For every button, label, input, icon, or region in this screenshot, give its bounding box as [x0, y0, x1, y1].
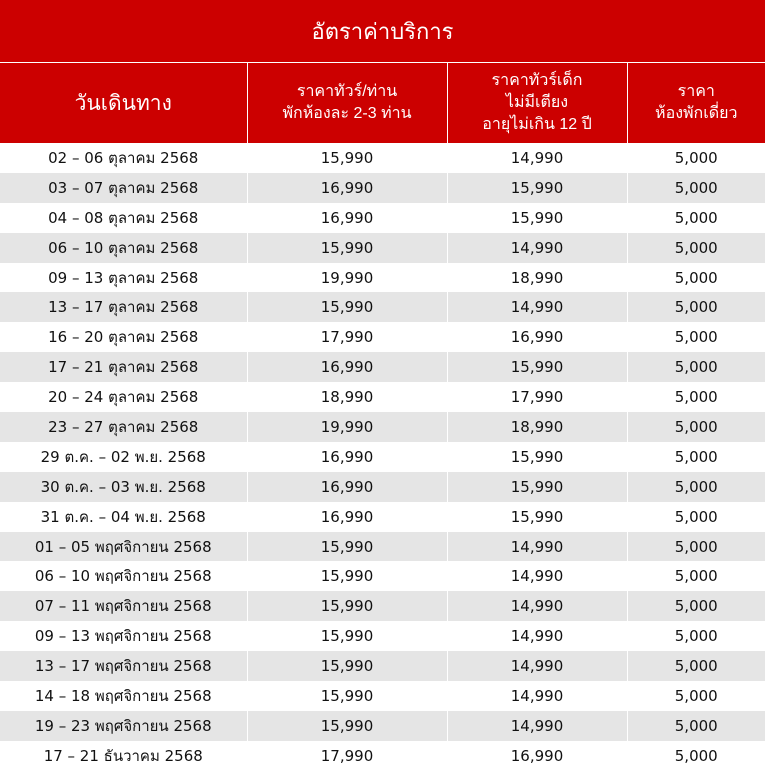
cell-adult-price: 16,990 — [247, 203, 447, 233]
cell-adult-price: 15,990 — [247, 292, 447, 322]
cell-adult-price: 15,990 — [247, 143, 447, 173]
table-row — [0, 263, 765, 293]
cell-adult-price: 15,990 — [247, 561, 447, 591]
cell-single-room-price: 5,000 — [627, 173, 765, 203]
table-row — [0, 203, 765, 233]
cell-travel-date: 07 – 11 พฤศจิกายน 2568 — [0, 591, 247, 621]
cell-travel-date: 02 – 06 ตุลาคม 2568 — [0, 143, 247, 173]
table-row — [0, 681, 765, 711]
cell-single-room-price: 5,000 — [627, 352, 765, 382]
cell-single-room-price: 5,000 — [627, 472, 765, 502]
cell-single-room-price: 5,000 — [627, 412, 765, 442]
cell-adult-price: 16,990 — [247, 442, 447, 472]
price-table — [0, 63, 765, 771]
cell-child-price: 15,990 — [447, 472, 627, 502]
cell-single-room-price: 5,000 — [627, 651, 765, 681]
cell-child-price: 14,990 — [447, 532, 627, 562]
cell-travel-date: 06 – 10 พฤศจิกายน 2568 — [0, 561, 247, 591]
cell-child-price: 17,990 — [447, 382, 627, 412]
header-line: ราคา — [677, 83, 715, 100]
cell-child-price: 14,990 — [447, 621, 627, 651]
cell-single-room-price: 5,000 — [627, 532, 765, 562]
cell-adult-price: 15,990 — [247, 711, 447, 741]
cell-single-room-price: 5,000 — [627, 681, 765, 711]
cell-adult-price: 17,990 — [247, 322, 447, 352]
cell-child-price: 15,990 — [447, 442, 627, 472]
table-row — [0, 382, 765, 412]
cell-travel-date: 09 – 13 พฤศจิกายน 2568 — [0, 621, 247, 651]
cell-single-room-price: 5,000 — [627, 263, 765, 293]
header-child-price — [447, 63, 627, 143]
table-row — [0, 233, 765, 263]
cell-travel-date: 17 – 21 ธันวาคม 2568 — [0, 741, 247, 771]
table-row — [0, 173, 765, 203]
header-row — [0, 63, 765, 143]
header-line: ราคาทัวร์/ท่าน — [296, 83, 398, 100]
header-line: พักห้องละ 2-3 ท่าน — [282, 105, 412, 122]
header-adult-price — [247, 63, 447, 143]
cell-child-price: 16,990 — [447, 741, 627, 771]
cell-travel-date: 31 ต.ค. – 04 พ.ย. 2568 — [0, 502, 247, 532]
cell-travel-date: 01 – 05 พฤศจิกายน 2568 — [0, 532, 247, 562]
cell-child-price: 14,990 — [447, 651, 627, 681]
table-row — [0, 322, 765, 352]
cell-adult-price: 16,990 — [247, 472, 447, 502]
cell-adult-price: 15,990 — [247, 532, 447, 562]
cell-single-room-price: 5,000 — [627, 741, 765, 771]
cell-adult-price: 15,990 — [247, 681, 447, 711]
cell-child-price: 18,990 — [447, 263, 627, 293]
cell-child-price: 18,990 — [447, 412, 627, 442]
cell-child-price: 15,990 — [447, 173, 627, 203]
table-row — [0, 472, 765, 502]
table-row — [0, 591, 765, 621]
cell-single-room-price: 5,000 — [627, 292, 765, 322]
table-row — [0, 532, 765, 562]
cell-single-room-price: 5,000 — [627, 382, 765, 412]
cell-adult-price: 18,990 — [247, 382, 447, 412]
cell-adult-price: 15,990 — [247, 591, 447, 621]
header-line: อายุไม่เกิน 12 ปี — [482, 116, 592, 133]
cell-single-room-price: 5,000 — [627, 621, 765, 651]
cell-travel-date: 14 – 18 พฤศจิกายน 2568 — [0, 681, 247, 711]
cell-adult-price: 17,990 — [247, 741, 447, 771]
table-row — [0, 621, 765, 651]
cell-adult-price: 19,990 — [247, 412, 447, 442]
table-row — [0, 651, 765, 681]
cell-single-room-price: 5,000 — [627, 442, 765, 472]
table-row — [0, 741, 765, 771]
cell-travel-date: 09 – 13 ตุลาคม 2568 — [0, 263, 247, 293]
cell-child-price: 16,990 — [447, 322, 627, 352]
cell-travel-date: 13 – 17 ตุลาคม 2568 — [0, 292, 247, 322]
cell-travel-date: 23 – 27 ตุลาคม 2568 — [0, 412, 247, 442]
cell-child-price: 14,990 — [447, 233, 627, 263]
cell-travel-date: 16 – 20 ตุลาคม 2568 — [0, 322, 247, 352]
cell-adult-price: 16,990 — [247, 352, 447, 382]
cell-single-room-price: 5,000 — [627, 203, 765, 233]
cell-child-price: 15,990 — [447, 502, 627, 532]
cell-travel-date: 13 – 17 พฤศจิกายน 2568 — [0, 651, 247, 681]
cell-adult-price: 15,990 — [247, 233, 447, 263]
table-row — [0, 292, 765, 322]
cell-child-price: 14,990 — [447, 561, 627, 591]
cell-travel-date: 04 – 08 ตุลาคม 2568 — [0, 203, 247, 233]
table-row — [0, 502, 765, 532]
header-line: ไม่มีเตียง — [505, 94, 569, 111]
cell-child-price: 14,990 — [447, 681, 627, 711]
cell-travel-date: 19 – 23 พฤศจิกายน 2568 — [0, 711, 247, 741]
cell-single-room-price: 5,000 — [627, 561, 765, 591]
cell-adult-price: 15,990 — [247, 621, 447, 651]
header-travel-date — [0, 63, 247, 143]
table-row — [0, 412, 765, 442]
header-line: ห้องพักเดี่ยว — [655, 105, 738, 122]
cell-child-price: 15,990 — [447, 352, 627, 382]
cell-single-room-price: 5,000 — [627, 143, 765, 173]
table-row — [0, 143, 765, 173]
table-title: อัตราค่าบริการ — [0, 0, 765, 63]
cell-adult-price: 16,990 — [247, 173, 447, 203]
cell-single-room-price: 5,000 — [627, 711, 765, 741]
cell-child-price: 14,990 — [447, 591, 627, 621]
table-row — [0, 711, 765, 741]
cell-child-price: 14,990 — [447, 292, 627, 322]
cell-child-price: 14,990 — [447, 711, 627, 741]
cell-single-room-price: 5,000 — [627, 322, 765, 352]
header-single-room — [627, 63, 765, 143]
cell-single-room-price: 5,000 — [627, 502, 765, 532]
cell-travel-date: 20 – 24 ตุลาคม 2568 — [0, 382, 247, 412]
cell-travel-date: 17 – 21 ตุลาคม 2568 — [0, 352, 247, 382]
table-row — [0, 442, 765, 472]
cell-travel-date: 29 ต.ค. – 02 พ.ย. 2568 — [0, 442, 247, 472]
header-line: วันเดินทาง — [74, 91, 172, 115]
cell-single-room-price: 5,000 — [627, 233, 765, 263]
cell-single-room-price: 5,000 — [627, 591, 765, 621]
cell-travel-date: 03 – 07 ตุลาคม 2568 — [0, 173, 247, 203]
table-row — [0, 561, 765, 591]
cell-adult-price: 19,990 — [247, 263, 447, 293]
cell-travel-date: 06 – 10 ตุลาคม 2568 — [0, 233, 247, 263]
table-body — [0, 143, 765, 771]
cell-child-price: 14,990 — [447, 143, 627, 173]
cell-adult-price: 15,990 — [247, 651, 447, 681]
cell-travel-date: 30 ต.ค. – 03 พ.ย. 2568 — [0, 472, 247, 502]
cell-child-price: 15,990 — [447, 203, 627, 233]
header-line: ราคาทัวร์เด็ก — [491, 72, 583, 89]
table-row — [0, 352, 765, 382]
cell-adult-price: 16,990 — [247, 502, 447, 532]
